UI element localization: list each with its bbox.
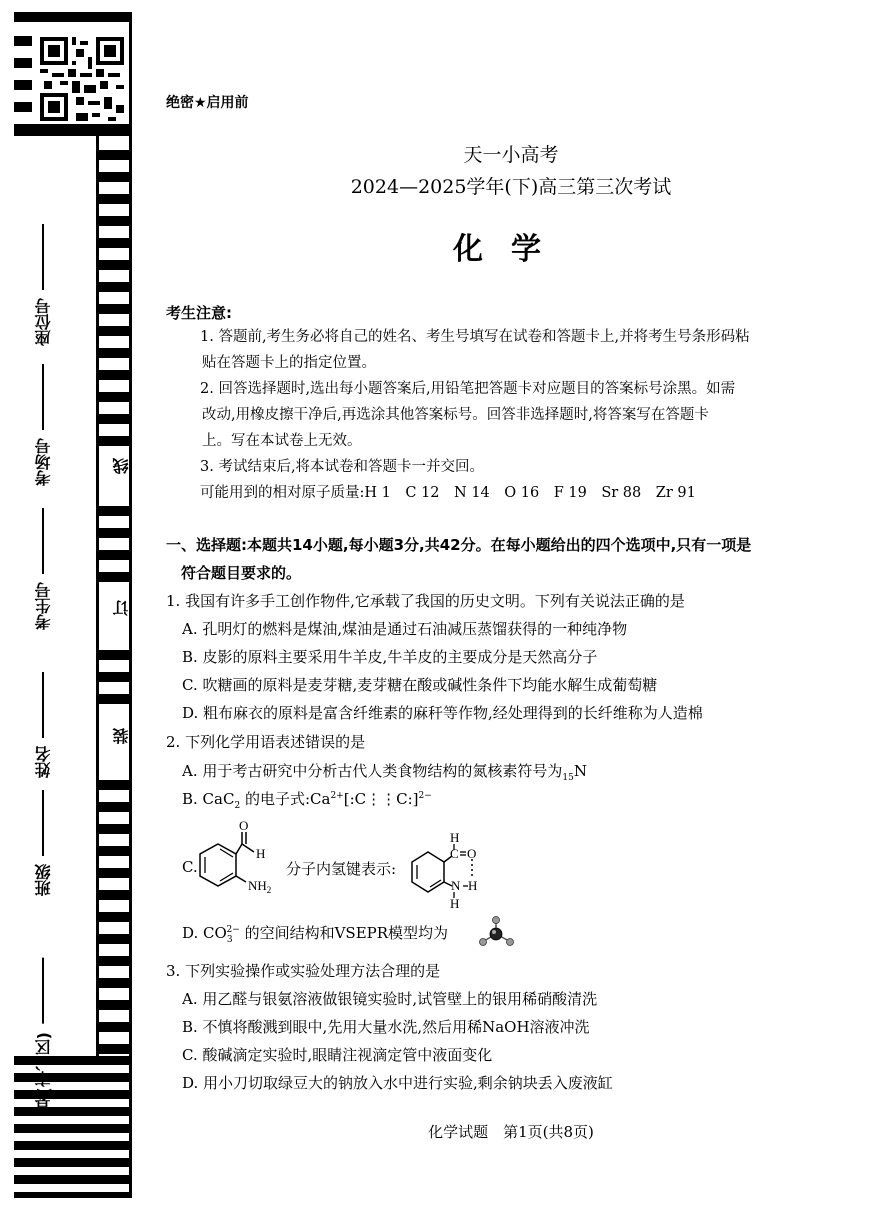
notice-item-2-cont2: 上。写在本试卷上无效。	[202, 433, 362, 449]
binding-mark-zhuang: 装	[112, 728, 131, 744]
aldehyde-oxygen-label: O	[239, 818, 249, 833]
question-2-option-d: D. $CO_3^{2-}$ 的空间结构和VSEPR模型均为	[182, 924, 449, 945]
question-3-option-c: C. 酸碱滴定实验时,眼睛注视滴定管中液面变化	[182, 1046, 493, 1064]
notice-item-1-cont: 贴在答题卡上的指定位置。	[202, 355, 376, 371]
page-footer: 化学试题 第1页(共8页)	[428, 1123, 594, 1141]
name-field-label: 姓名	[32, 672, 55, 778]
subject-title: 化学	[453, 232, 569, 267]
seat-number-field-label: 座位号	[32, 224, 55, 346]
notice-item-2: 2. 回答选择题时,选出每小题答案后,用铅笔把答题卡对应题目的答案标号涂黑。如需	[200, 381, 736, 397]
question-3-option-a: A. 用乙醛与银氨溶液做银镜实验时,试管壁上的银用稀硝酸清洗	[182, 990, 598, 1008]
notice-item-1: 1. 答题前,考生务必将自己的姓名、考生号填写在试卷和答题卡上,并将考生号条形码粘	[200, 329, 750, 345]
atomic-masses: 可能用到的相对原子质量:H 1 C 12 N 14 O 16 F 19 Sr 88 Zr 91	[200, 485, 696, 501]
amino-group-label: $NH_2$	[248, 878, 272, 895]
question-1-option-b: B. 皮影的原料主要采用牛羊皮,牛羊皮的主要成分是天然高分子	[182, 648, 598, 666]
hbond-top-h-label: H	[450, 830, 460, 845]
question-2-option-a: A. 用于考古研究中分析古代人类食物结构的氮核素符号为$_{15}$N	[182, 762, 587, 783]
section-heading-line1: 一、选择题:本题共14小题,每小题3分,共42分。在每小题给出的四个选项中,只有一项是	[166, 536, 752, 554]
hbond-h-label: H	[468, 878, 478, 893]
aminobenzaldehyde-structure	[196, 818, 282, 902]
confidential-mark: 绝密★启用前	[166, 95, 249, 111]
question-3-option-d: D. 用小刀切取绿豆大的钠放入水中进行实验,剩余钠块丢入废液缸	[182, 1074, 613, 1092]
hbond-bottom-h-label: H	[450, 896, 460, 911]
question-2-option-b: B. CaC$_2$ 的电子式$:Ca^{2+}[:C⋮⋮C:]^{2-}$	[182, 790, 432, 811]
exam-title: 2024—2025学年(下)高三第三次考试	[350, 176, 672, 198]
intramolecular-hbond-text: 分子内氢键表示:	[286, 860, 397, 878]
question-2-stem: 2. 下列化学用语表述错误的是	[166, 733, 366, 751]
candidate-number-field-label: 考生号	[32, 508, 55, 630]
question-3-option-b: B. 不慎将酸溅到眼中,先用大量水洗,然后用稀NaOH溶液冲洗	[182, 1018, 590, 1036]
binding-mark-ding: 订	[112, 600, 131, 616]
notice-item-2-cont: 改动,用橡皮擦干净后,再选涂其他答案标号。回答非选择题时,将答案写在答题卡	[202, 407, 709, 423]
aldehyde-hydrogen-label: H	[256, 846, 266, 861]
notice-item-3: 3. 考试结束后,将本试卷和答题卡一并交回。	[200, 459, 485, 475]
hbond-nitrogen-label: N	[451, 878, 461, 893]
county-field-label: 县(市、区)	[32, 958, 55, 1111]
section-heading	[166, 531, 846, 587]
hbond-carbon-label: C	[450, 846, 459, 861]
section-heading-line2: 符合题目要求的。	[181, 564, 302, 582]
exam-organizer: 天一小高考	[463, 144, 559, 166]
trigonal-planar-model-icon	[476, 914, 518, 948]
question-1-option-a: A. 孔明灯的燃料是煤油,煤油是通过石油减压蒸馏获得的一种纯净物	[182, 620, 628, 638]
question-1-option-c: C. 吹糖画的原料是麦芽糖,麦芽糖在酸或碱性条件下均能水解生成葡萄糖	[182, 676, 658, 694]
class-field-label: 班级	[32, 790, 55, 896]
question-1-stem: 1. 我国有许多手工创作物件,它承载了我国的历史文明。下列有关说法正确的是	[166, 592, 685, 610]
hbond-oxygen-label: O	[467, 846, 477, 861]
notice-title: 考生注意:	[166, 304, 232, 322]
qr-code-image	[40, 37, 124, 121]
question-1-option-d: D. 粗布麻衣的原料是富含纤维素的麻秆等作物,经处理得到的长纤维称为人造棉	[182, 704, 703, 722]
binding-mark-xian: 线	[112, 458, 131, 474]
exam-room-field-label: 考场号	[32, 364, 55, 486]
question-3-stem: 3. 下列实验操作或实验处理方法合理的是	[166, 962, 441, 980]
hydrogen-bond-structure	[406, 828, 490, 912]
question-2-option-c-label: C.	[182, 858, 198, 876]
